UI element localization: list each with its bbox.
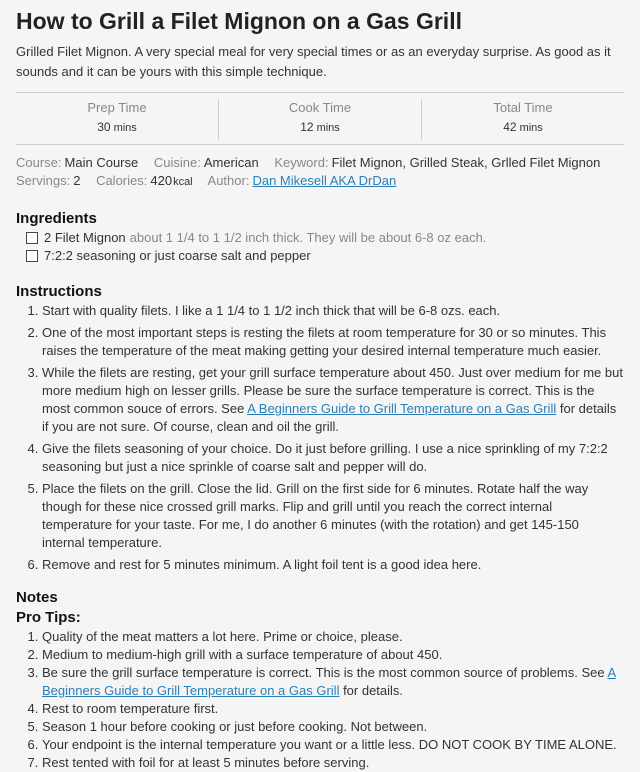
meta-row-2 — [16, 172, 624, 191]
cook-time-number: 12 — [300, 120, 314, 134]
total-time-number: 42 — [503, 120, 517, 134]
meta-row-1 — [16, 154, 624, 172]
total-time — [422, 99, 624, 140]
grill-temperature-guide-link[interactable]: A Beginners Guide to Grill Temperature on a Gas Grill — [247, 401, 557, 416]
cuisine-label: Cuisine: — [153, 155, 201, 170]
notes-section — [16, 588, 624, 772]
ingredients-heading: Ingredients — [16, 210, 97, 227]
instructions-heading: Instructions — [16, 283, 102, 300]
pro-tips-list — [16, 628, 624, 772]
ingredient-note: about 1 1/4 to 1 1/2 inch thick. They will be about 6-8 oz each. — [129, 230, 487, 245]
total-time-unit: mins — [519, 122, 543, 134]
instructions-section — [16, 282, 624, 574]
recipe-summary: Grilled Filet Mignon. A very special meal for very special times or as an everyday surprise. As good as it sounds and it can be yours with this simple technique. — [16, 44, 611, 79]
prep-time-label: Prep Time — [87, 100, 147, 115]
prep-time-value — [16, 117, 218, 138]
instruction-step: 1. Start with quality filets. I like a 1 1/4 to 1 1/2 inch thick that will be 6-8 ozs. each. — [42, 302, 624, 320]
ingredient-checkbox[interactable] — [26, 232, 38, 244]
cuisine-value: American — [203, 155, 259, 170]
cook-time-value — [219, 117, 421, 138]
author-link[interactable]: Dan Mikesell AKA DrDan — [252, 173, 397, 188]
pro-tip — [42, 664, 624, 700]
ingredient-item — [16, 229, 624, 247]
calories-label: Calories: — [96, 173, 148, 188]
servings-label: Servings: — [16, 173, 71, 188]
tip-text: Be sure the grill surface temperature is correct. This is the most common source of problems. See — [42, 665, 608, 680]
cook-time — [219, 99, 422, 140]
keyword-value: Filet Mignon, Grilled Steak, Grlled Filet Mignon — [331, 155, 601, 170]
total-time-label: Total Time — [493, 100, 553, 115]
pro-tips-heading: Pro Tips: — [16, 609, 81, 626]
prep-time-unit: mins — [113, 122, 137, 134]
ingredient-name: 7:2:2 seasoning or just coarse salt and pepper — [44, 248, 311, 263]
calories-unit: kcal — [173, 176, 193, 188]
calories-value — [150, 173, 192, 188]
instruction-step: 4. Give the filets seasoning of your choice. Do it just before grilling. I use a nice sprinkling of my 7:2:2 seasoning but just a nice sprinkle of coarse salt and pepper will do. — [42, 440, 624, 476]
pro-tip: 1. Quality of the meat matters a lot here. Prime or choice, please. — [42, 628, 624, 646]
step-text: While the filets are resting, get your grill surface temperature about 450. Just over medium for me but more medium high on lesser grills. Please be sure the surface temperature is correct. This is the most common souce of errors. See — [42, 365, 623, 416]
total-time-value — [422, 117, 624, 138]
prep-time — [16, 99, 219, 140]
cook-time-label: Cook Time — [288, 100, 352, 115]
instructions-list — [16, 302, 624, 574]
instruction-step: 2. One of the most important steps is resting the filets at room temperature for 30 or so minutes. This raises the temperature of the meat making getting your desired internal temperature much easier. — [42, 324, 624, 360]
instruction-step — [42, 364, 624, 436]
ingredient-name: 2 Filet Mignon — [44, 230, 126, 245]
ingredient-checkbox[interactable] — [26, 250, 38, 262]
ingredient-item — [16, 247, 624, 265]
instruction-step: 6. Remove and rest for 5 minutes minimum. A light foil tent is a good idea here. — [42, 556, 624, 574]
keyword-label: Keyword: — [274, 155, 329, 170]
tip-text: for details. — [339, 683, 404, 698]
instruction-step: 5. Place the filets on the grill. Close the lid. Grill on the first side for 6 minutes. Rotate half the way though for these nice crossed grill marks. Flip and grill until you reach the correct internal temperature for your taste. For me, I do another 6 minutes (with the rotation) and get 145-150 internal temperature. — [42, 480, 624, 552]
course-label: Course: — [16, 155, 62, 170]
servings-value: 2 — [73, 173, 81, 188]
calories-number: 420 — [150, 173, 173, 188]
recipe-times — [16, 92, 624, 145]
recipe-meta — [16, 154, 624, 191]
pro-tip: 7. Rest tented with foil for at least 5 minutes before serving. — [42, 754, 624, 772]
step-text: for details if you are not sure. Of course, clean and oil the grill. — [42, 401, 617, 434]
prep-time-number: 30 — [97, 120, 111, 134]
recipe-title: How to Grill a Filet Mignon on a Gas Grill — [16, 8, 462, 34]
notes-heading: Notes — [16, 589, 58, 606]
author-label: Author: — [207, 173, 250, 188]
cook-time-unit: mins — [316, 122, 340, 134]
pro-tip: 4. Rest to room temperature first. — [42, 700, 624, 718]
pro-tip: 6. Your endpoint is the internal temperature you want or a little less. DO NOT COOK BY TIME ALONE. — [42, 736, 624, 754]
grill-temperature-guide-link[interactable]: A Beginners Guide to Grill Temperature on a Gas Grill — [42, 665, 617, 698]
ingredients-section — [16, 209, 624, 265]
pro-tip: 2. Medium to medium-high grill with a surface temperature of about 450. — [42, 646, 624, 664]
pro-tip: 5. Season 1 hour before cooking or just before cooking. Not between. — [42, 718, 624, 736]
course-value: Main Course — [64, 155, 139, 170]
